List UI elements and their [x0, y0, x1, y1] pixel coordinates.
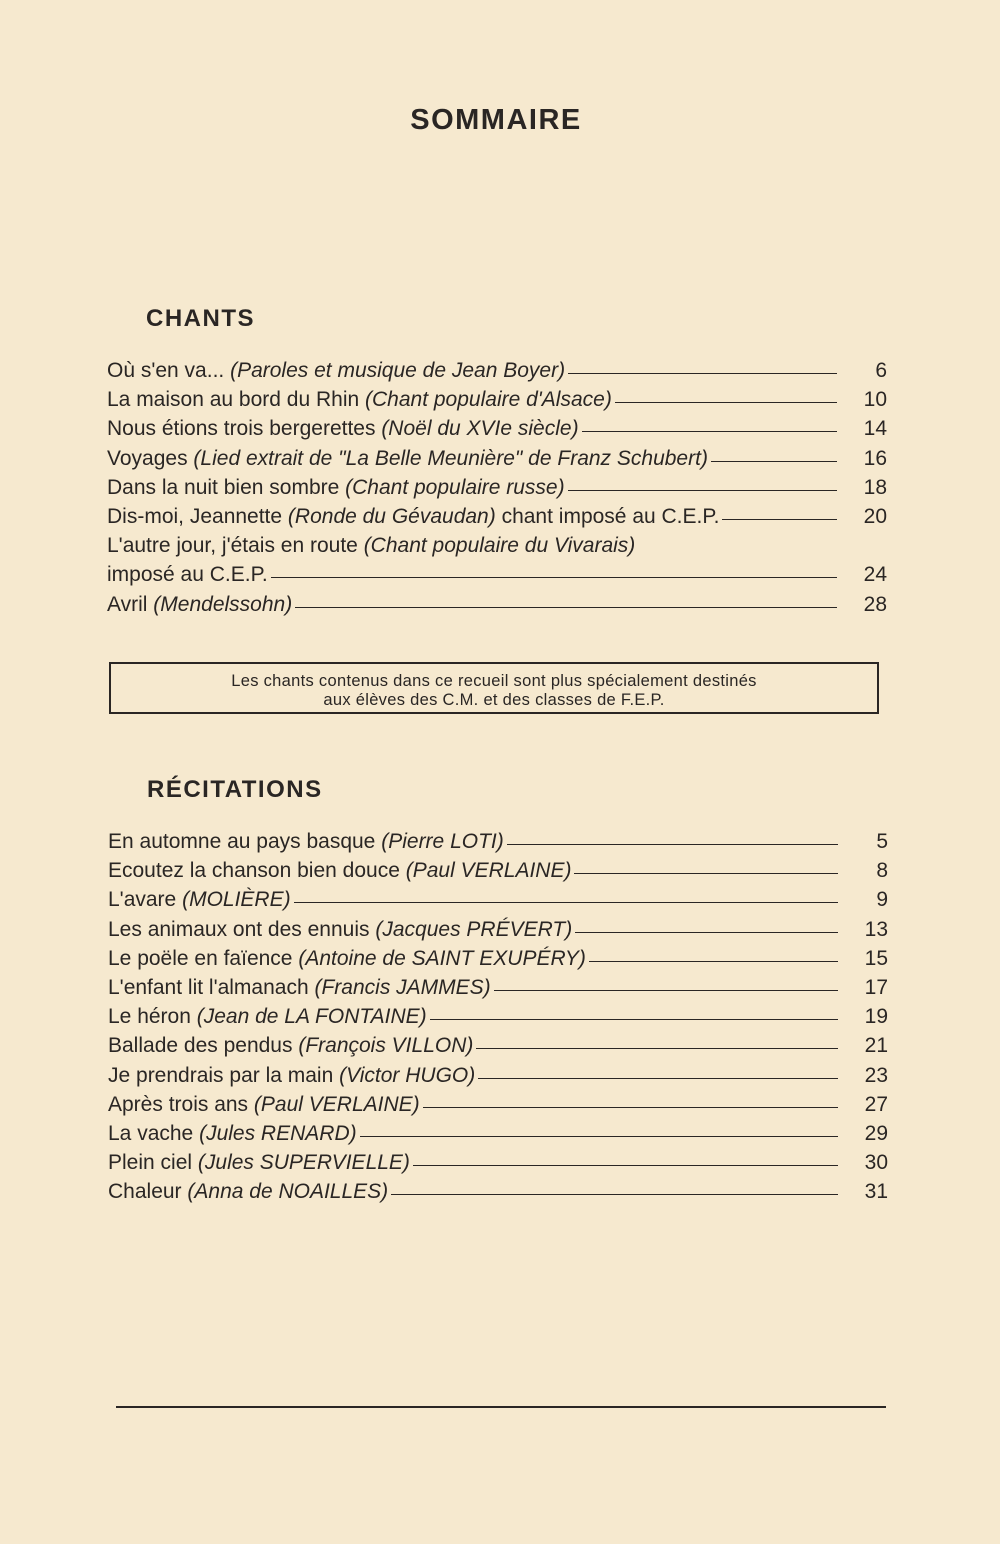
dot-leader — [413, 1165, 838, 1166]
entry-title: Ecoutez la chanson bien douce — [108, 859, 400, 883]
page-number: 9 — [876, 888, 888, 912]
toc-entry[interactable] — [107, 502, 887, 531]
entry-second-line — [107, 560, 887, 589]
dot-leader — [478, 1078, 838, 1079]
page-number: 8 — [876, 859, 888, 883]
page-number: 23 — [864, 1063, 888, 1087]
entry-text — [108, 827, 504, 856]
entry-note: (MOLIÈRE) — [182, 888, 291, 912]
entry-title: Avril — [107, 592, 148, 616]
dot-leader — [711, 461, 837, 462]
entry-note: (Chant populaire d'Alsace) — [365, 388, 612, 412]
entry-title: Je prendrais par la main — [108, 1063, 334, 1087]
entry-text — [107, 385, 612, 414]
entry-note: (Anna de NOAILLES) — [187, 1180, 389, 1204]
entry-text — [107, 444, 708, 473]
entry-title: La maison au bord du Rhin — [107, 388, 360, 412]
entry-title: Où s'en va... — [107, 359, 225, 382]
dot-leader — [568, 373, 837, 374]
entry-title: Le héron — [108, 1005, 191, 1029]
chants-list — [107, 356, 887, 619]
toc-entry[interactable] — [107, 444, 887, 473]
toc-entry[interactable] — [108, 1090, 888, 1119]
toc-entry[interactable] — [107, 531, 887, 589]
dot-leader — [575, 932, 838, 933]
toc-entry[interactable] — [108, 1177, 888, 1206]
notice-line: Les chants contenus dans ce recueil sont plus spécialement destinés — [231, 672, 757, 690]
toc-entry[interactable] — [108, 944, 888, 973]
entry-note: (Antoine de SAINT EXUPÉRY) — [298, 946, 586, 970]
entry-title: L'autre jour, j'étais en route — [107, 534, 358, 558]
entry-text — [108, 885, 291, 914]
dot-leader — [391, 1194, 838, 1195]
dot-leader — [507, 844, 838, 845]
page-number: 16 — [863, 446, 887, 470]
entry-title: Plein ciel — [108, 1151, 193, 1175]
page-number: 5 — [876, 830, 888, 853]
entry-note: (Chant populaire du Vivarais) — [363, 534, 636, 558]
dot-leader — [271, 577, 837, 578]
entry-note: (Francis JAMMES) — [314, 975, 491, 999]
page-number: 18 — [863, 475, 887, 499]
entry-note: (Jules SUPERVIELLE) — [197, 1151, 410, 1175]
dot-leader — [615, 402, 837, 403]
toc-entry[interactable] — [108, 885, 888, 914]
dot-leader — [589, 961, 838, 962]
entry-title: L'enfant lit l'almanach — [108, 975, 309, 999]
dot-leader — [360, 1136, 838, 1137]
toc-entry[interactable] — [108, 1002, 888, 1031]
dot-leader — [722, 519, 837, 520]
dot-leader — [430, 1019, 838, 1020]
entry-text — [107, 356, 565, 385]
entry-first-line — [107, 531, 887, 560]
toc-entry[interactable] — [107, 385, 887, 414]
entry-text — [107, 414, 579, 443]
toc-entry[interactable] — [108, 915, 888, 944]
section-heading-chants: CHANTS — [146, 305, 255, 332]
entry-title: Ballade des pendus — [108, 1034, 293, 1058]
notice-line: aux élèves des C.M. et des classes de F.E.P. — [323, 691, 665, 709]
entry-note: (Jacques PRÉVERT) — [375, 917, 573, 941]
toc-entry[interactable] — [108, 827, 888, 856]
entry-note: (Jules RENARD) — [199, 1121, 357, 1145]
entry-note: (Noël du XVIe siècle) — [381, 417, 579, 441]
dot-leader — [295, 607, 837, 608]
toc-entry[interactable] — [108, 1119, 888, 1148]
page-number: 31 — [864, 1180, 888, 1204]
toc-entry[interactable] — [108, 1061, 888, 1090]
entry-text — [108, 1119, 357, 1148]
toc-entry[interactable] — [108, 1148, 888, 1177]
toc-entry[interactable] — [108, 1031, 888, 1060]
entry-title: Dis-moi, Jeannette — [107, 504, 283, 528]
entry-note: (Pierre LOTI) — [381, 830, 504, 853]
entry-text — [108, 1090, 420, 1119]
entry-note: (Jean de LA FONTAINE) — [196, 1005, 427, 1029]
page-number: 6 — [875, 359, 887, 382]
entry-title: Nous étions trois bergerettes — [107, 417, 376, 441]
entry-note: (Ronde du Gévaudan) — [287, 504, 496, 528]
entry-text — [107, 590, 292, 619]
page-number: 29 — [864, 1121, 888, 1145]
entry-continuation: imposé au C.E.P. — [107, 563, 268, 587]
entry-title: Chaleur — [108, 1180, 182, 1204]
entry-note: (Paul VERLAINE) — [405, 859, 572, 883]
entry-text — [108, 1031, 473, 1060]
entry-text — [108, 856, 571, 885]
dot-leader — [568, 490, 837, 491]
dot-leader — [294, 902, 838, 903]
page-number: 10 — [863, 388, 887, 412]
dot-leader — [582, 431, 837, 432]
entry-title: L'avare — [108, 888, 177, 912]
entry-title: En automne au pays basque — [108, 830, 376, 853]
entry-text — [108, 1148, 410, 1177]
page-number: 17 — [864, 975, 888, 999]
toc-entry[interactable] — [107, 414, 887, 443]
page-number: 30 — [864, 1151, 888, 1175]
entry-text — [108, 1002, 427, 1031]
entry-text — [108, 1177, 388, 1206]
bottom-rule — [116, 1406, 886, 1408]
entry-text — [108, 973, 491, 1002]
entry-title: Les animaux ont des ennuis — [108, 917, 370, 941]
page-number: 15 — [864, 946, 888, 970]
entry-note: (François VILLON) — [298, 1034, 474, 1058]
entry-text — [107, 531, 635, 560]
notice-box — [109, 662, 879, 714]
dot-leader — [574, 873, 838, 874]
page-title: SOMMAIRE — [410, 104, 582, 136]
recitations-list — [108, 827, 888, 1206]
page-number: 21 — [864, 1034, 888, 1058]
entry-text — [108, 1061, 475, 1090]
page-number: 27 — [864, 1092, 888, 1116]
page-number: 19 — [864, 1005, 888, 1029]
page-number: 13 — [864, 917, 888, 941]
entry-suffix: chant imposé au C.E.P. — [501, 504, 720, 528]
entry-title: Voyages — [107, 446, 188, 470]
toc-entry[interactable] — [107, 590, 887, 619]
entry-note: (Mendelssohn) — [153, 592, 293, 616]
entry-note: (Chant populaire russe) — [345, 475, 565, 499]
dot-leader — [423, 1107, 838, 1108]
toc-entry[interactable] — [108, 856, 888, 885]
entry-text — [108, 944, 586, 973]
toc-entry[interactable] — [108, 973, 888, 1002]
toc-entry[interactable] — [107, 356, 887, 385]
entry-text — [107, 502, 719, 531]
page-number: 28 — [863, 592, 887, 616]
entry-note: (Lied extrait de "La Belle Meunière" de Franz Schubert) — [193, 446, 708, 470]
page-number: 20 — [863, 504, 887, 528]
dot-leader — [476, 1048, 838, 1049]
page-number: 24 — [863, 563, 887, 587]
entry-note: (Victor HUGO) — [339, 1063, 476, 1087]
entry-text — [108, 915, 572, 944]
entry-text — [107, 473, 565, 502]
entry-note: (Paroles et musique de Jean Boyer) — [230, 359, 566, 382]
entry-title: Le poële en faïence — [108, 946, 293, 970]
entry-title: Après trois ans — [108, 1092, 249, 1116]
entry-note: (Paul VERLAINE) — [253, 1092, 420, 1116]
dot-leader — [494, 990, 838, 991]
section-heading-recitations: RÉCITATIONS — [147, 776, 323, 803]
entry-title: Dans la nuit bien sombre — [107, 475, 340, 499]
toc-entry[interactable] — [107, 473, 887, 502]
page-number: 14 — [863, 417, 887, 441]
entry-title: La vache — [108, 1121, 194, 1145]
